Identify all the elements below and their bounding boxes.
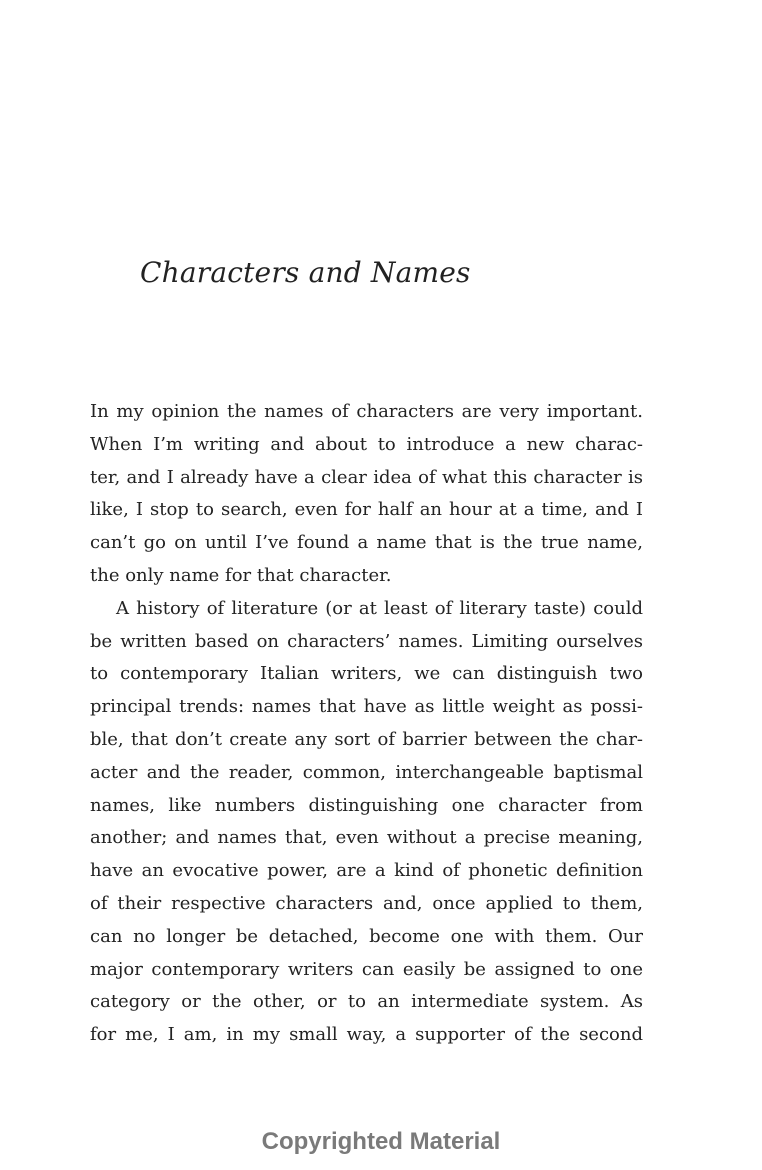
text-line: names, like numbers distinguishing one character from <box>90 794 643 816</box>
text-line: category or the other, or to an intermediate system. As <box>90 991 643 1013</box>
text-line: A history of literature (or at least of literary taste) could <box>116 597 643 619</box>
text-line: ble, that don’t create any sort of barrier between the char- <box>90 728 643 750</box>
chapter-title: Characters and Names <box>140 256 471 289</box>
text-line: like, I stop to search, even for half an hour at a time, and I <box>90 499 643 521</box>
body-text <box>90 396 643 1052</box>
text-line: be written based on characters’ names. Limiting ourselves <box>90 630 643 652</box>
text-line: have an evocative power, are a kind of phonetic definition <box>90 860 643 882</box>
paragraph <box>90 396 643 593</box>
text-line: acter and the reader, common, interchangeable baptismal <box>90 761 643 783</box>
text-line: principal trends: names that have as little weight as possi- <box>90 696 643 718</box>
text-line: another; and names that, even without a precise meaning, <box>90 827 643 849</box>
text-line: can’t go on until I’ve found a name that is the true name, <box>90 532 643 554</box>
text-line: to contemporary Italian writers, we can distinguish two <box>90 663 643 685</box>
text-line: can no longer be detached, become one with them. Our <box>90 925 643 947</box>
text-line: of their respective characters and, once applied to them, <box>90 892 643 914</box>
text-line: major contemporary writers can easily be assigned to one <box>90 958 643 980</box>
text-line: When I’m writing and about to introduce a new charac- <box>90 433 643 455</box>
text-line: for me, I am, in my small way, a supporter of the second <box>90 1024 643 1046</box>
text-line: ter, and I already have a clear idea of what this character is <box>90 466 643 488</box>
text-line: the only name for that character. <box>90 564 392 586</box>
copyright-watermark: Copyrighted Material <box>261 1128 501 1155</box>
text-line: In my opinion the names of characters are very important. <box>90 401 643 422</box>
paragraph <box>90 593 643 1052</box>
